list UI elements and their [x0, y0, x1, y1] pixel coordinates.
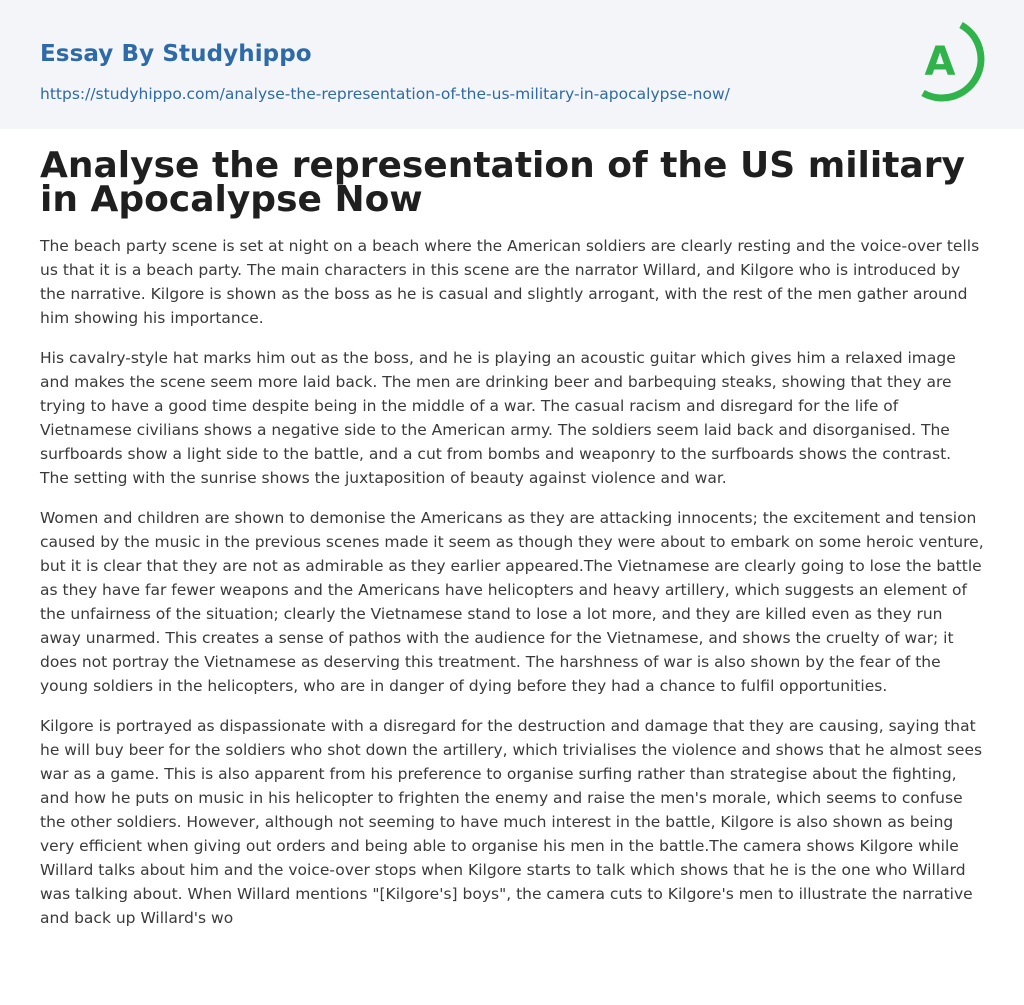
essay-url-link[interactable]: https://studyhippo.com/analyse-the-representation-of-the-us-military-in-apocalypse-now/: [40, 85, 730, 103]
essay-title: Analyse the representation of the US military in Apocalypse Now: [40, 145, 965, 220]
logo-letter: A: [924, 39, 956, 85]
essay-paragraph: The beach party scene is set at night on a beach where the American soldiers are clearly resting and the voice-over tells us that it is a beach party. The main characters in this scene are the narrator Willard, and Kilgore who is introduced by the narrative. Kilgore is shown as the boss as he is casual and slightly arrogant, with the rest of the men gather around him showing his importance.: [40, 237, 980, 327]
site-header: [0, 0, 1024, 129]
site-brand[interactable]: Essay By Studyhippo: [40, 41, 312, 67]
essay-paragraph: His cavalry-style hat marks him out as the boss, and he is playing an acoustic guitar which gives him a relaxed image and makes the scene seem more laid back. The men are drinking beer and barbequing steaks, showing that they are trying to have a good time despite being in the middle of a war. The casual racism and disregard for the life of Vietnamese civilians shows a negative side to the American army. The soldiers seem laid back and disorganised. The surfboards show a light side to the battle, and a cut from bombs and weaponry to the surfboards shows the contrast. The setting with the sunrise shows the juxtaposition of beauty against violence and war.: [40, 349, 956, 487]
essay-paragraph: Kilgore is portrayed as dispassionate with a disregard for the destruction and damage that they are causing, saying that he will buy beer for the soldiers who shot down the artillery, which trivialises the violence and shows that he almost sees war as a game. This is also apparent from his preference to organise surfing rather than strategise about the fighting, and how he puts on music in his helicopter to frighten the enemy and raise the men's morale, which seems to confuse the other soldiers. However, although not seeming to have much interest in the battle, Kilgore is also shown as being very efficient when giving out orders and being able to organise his men in the battle.The camera shows Kilgore while Willard talks about him and the voice-over stops when Kilgore starts to talk which shows that he is the one who Willard was talking about. When Willard mentions "[Kilgore's] boys", the camera cuts to Kilgore's men to illustrate the narrative and back up Willard's wo: [40, 717, 983, 927]
studyhippo-logo-icon[interactable]: [906, 18, 990, 106]
essay-content: [0, 145, 1024, 930]
essay-paragraph: Women and children are shown to demonise the Americans as they are attacking innocents; the excitement and tension caused by the music in the previous scenes made it seem as though they were about to embark on some heroic venture, but it is clear that they are not as admirable as they earlier appeared.The Vietnamese are clearly going to lose the battle as they have far fewer weapons and the Americans have helicopters and heavy artillery, which suggests an element of the unfairness of the situation; clearly the Vietnamese stand to lose a lot more, and they are killed even as they run away unarmed. This creates a sense of pathos with the audience for the Vietnamese, and shows the cruelty of war; it does not portray the Vietnamese as deserving this treatment. The harshness of war is also shown by the fear of the young soldiers in the helicopters, who are in danger of dying before they had a chance to fulfil opportunities.: [40, 509, 984, 695]
